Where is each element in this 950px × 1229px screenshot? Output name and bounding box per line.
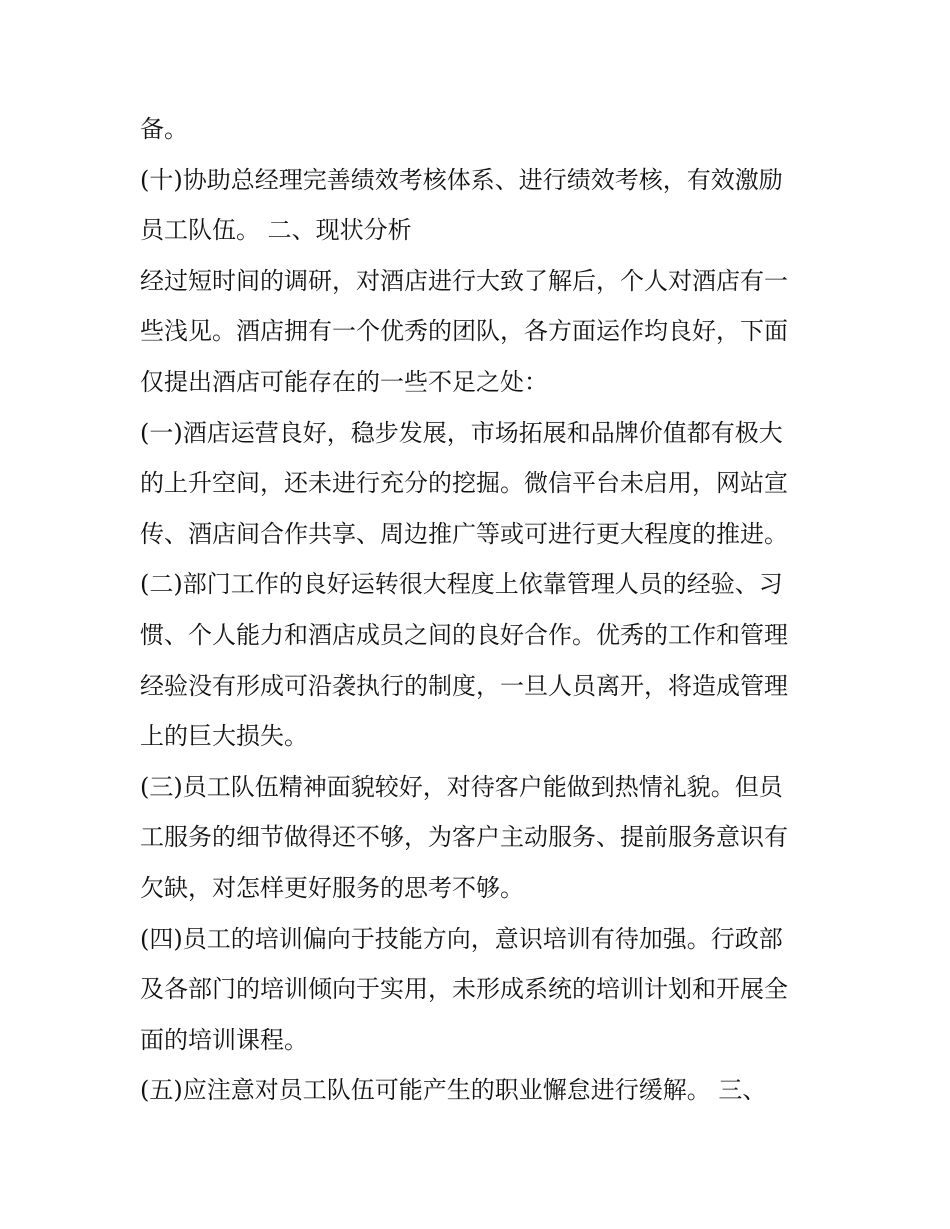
- text-line: 仅提出酒店可能存在的一些不足之处：: [140, 367, 548, 396]
- text-line: (四)员工的培训偏向于技能方向，意识培训有待加强。行政部: [140, 924, 783, 953]
- text-line: 工服务的细节做得还不够，为客户主动服务、提前服务意识有: [140, 823, 788, 852]
- text-line: 备。: [140, 115, 188, 143]
- document-body: [140, 104, 820, 1116]
- text-line: 的上升空间，还未进行充分的挖掘。微信平台未启用，网站宣: [140, 469, 788, 498]
- text-line: 员工队伍。 二、现状分析: [140, 216, 412, 245]
- text-line: 欠缺，对怎样更好服务的思考不够。: [140, 873, 524, 902]
- text-line: 上的巨大损失。: [140, 722, 308, 751]
- text-line: 传、酒店间合作共享、周边推广等或可进行更大程度的推进。: [140, 519, 788, 548]
- text-line: 经验没有形成可沿袭执行的制度，一旦人员离开，将造成管理: [140, 671, 788, 700]
- text-line: 经过短时间的调研，对酒店进行大致了解后，个人对酒店有一: [140, 266, 788, 295]
- text-line: (十)协助总经理完善绩效考核体系、进行绩效考核，有效激励: [140, 165, 783, 194]
- text-line: 面的培训课程。: [140, 1025, 308, 1054]
- text-line: 及各部门的培训倾向于实用，未形成系统的培训计划和开展全: [140, 975, 788, 1004]
- text-line: (五)应注意对员工队伍可能产生的职业懈怠进行缓解。 三、: [140, 1076, 767, 1105]
- text-line: 些浅见。酒店拥有一个优秀的团队，各方面运作均良好，下面: [140, 317, 788, 346]
- text-line: (一)酒店运营良好，稳步发展，市场拓展和品牌价值都有极大: [140, 418, 783, 447]
- text-line: 惯、个人能力和酒店成员之间的良好合作。优秀的工作和管理: [140, 620, 788, 649]
- text-line: (三)员工队伍精神面貌较好，对待客户能做到热情礼貌。但员: [140, 772, 783, 801]
- text-line: (二)部门工作的良好运转很大程度上依靠管理人员的经验、习: [140, 570, 783, 599]
